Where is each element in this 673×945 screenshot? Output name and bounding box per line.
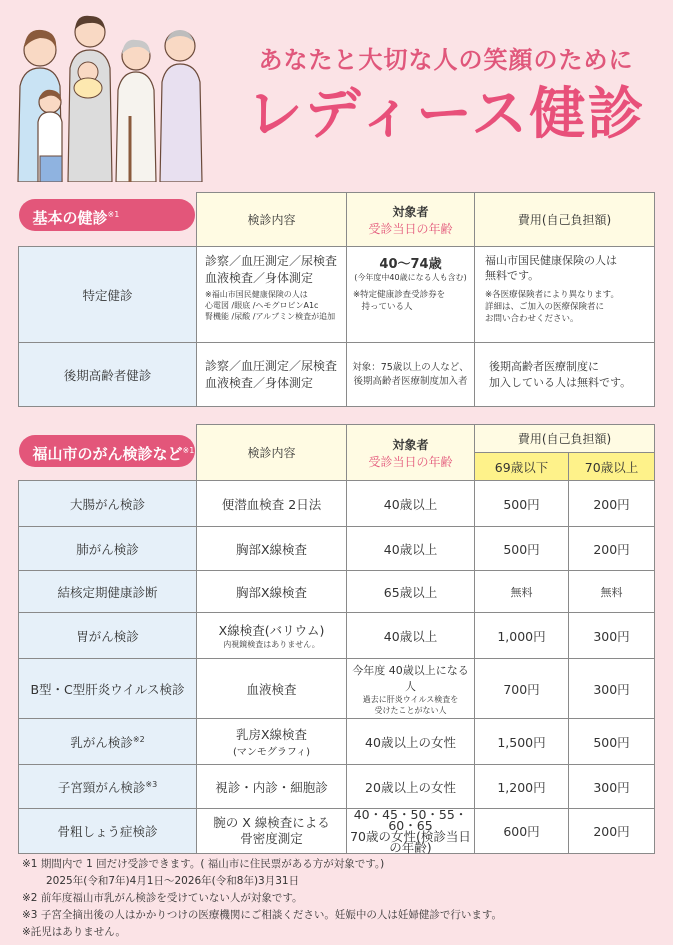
row-content: 便潜血検査 2日法 (197, 481, 347, 527)
row-name: 胃がん検診 (19, 613, 197, 659)
row-name: 大腸がん検診 (19, 481, 197, 527)
cancer-section-cell (19, 425, 197, 481)
row-fee-69: 600円 (475, 809, 569, 854)
row-target: 40歳以上の女性 (347, 719, 475, 765)
row-content: 診察／血圧測定／尿検査 血液検査／身体測定 (197, 343, 347, 407)
row-name: 特定健診 (19, 247, 197, 343)
family-illustration (10, 6, 210, 182)
basic-col-fee: 費用(自己負担額) (475, 193, 655, 247)
row-content: X線検査(バリウム) 内視鏡検査はありません。 (197, 613, 347, 659)
cancer-col-target: 対象者 受診当日の年齢 (347, 425, 475, 481)
row-fee-70: 300円 (569, 613, 655, 659)
row-content: 胸部X線検査 (197, 527, 347, 571)
row-fee-70: 200円 (569, 809, 655, 854)
row-content: 胸部X線検査 (197, 571, 347, 613)
basic-table-header-row (19, 193, 655, 247)
row-name: 骨粗しょう症検診 (19, 809, 197, 854)
row-fee: 後期高齢者医療制度に 加入している人は無料です。 (475, 343, 655, 407)
cancer-table-header-row (19, 425, 655, 453)
row-fee-70: 300円 (569, 659, 655, 719)
basic-section-pill: 基本の健診$^{※1}$ (19, 199, 195, 231)
row-target: 40歳以上 (347, 527, 475, 571)
row-fee-70: 300円 (569, 765, 655, 809)
row-name: 結核定期健康診断 (19, 571, 197, 613)
row-content: 視診・内診・細胞診 (197, 765, 347, 809)
row-target: 65歳以上 (347, 571, 475, 613)
row-fee-69: 500円 (475, 481, 569, 527)
subtitle: あなたと大切な人の笑顔のために (258, 46, 634, 74)
grandfather-figure (160, 30, 202, 182)
cancer-checkup-table (18, 424, 655, 854)
cancer-col-content: 検診内容 (197, 425, 347, 481)
row-name: 後期高齢者健診 (19, 343, 197, 407)
page-title: レディース健診 (246, 82, 646, 147)
row-target: 今年度 40歳以上になる人 過去に肝炎ウイルス検査を 受けたことがない人 (347, 659, 475, 719)
row-content: 乳房X線検査 (マンモグラフィ) (197, 719, 347, 765)
row-fee-69: 1,200円 (475, 765, 569, 809)
row-content: 血液検査 (197, 659, 347, 719)
row-target: 20歳以上の女性 (347, 765, 475, 809)
footnote-3: ※3 子宮全摘出後の人はかかりつけの医療機関にご相談ください。妊娠中の人は妊婦健診で行います。 (22, 909, 502, 921)
row-name: B型・C型肝炎ウイルス検診 (19, 659, 197, 719)
table-row (19, 571, 655, 613)
footnote-2: ※2 前年度福山市乳がん検診を受けていない人が対象です。 (22, 892, 303, 904)
table-row (19, 613, 655, 659)
footnote-4: ※託児はありません。 (22, 926, 126, 938)
table-row (19, 527, 655, 571)
table-row (19, 765, 655, 809)
row-content: 診察／血圧測定／尿検査 血液検査／身体測定 ※福山市国民健康保険の人は 心電図 /眼底 /ヘモグロビンA1c 腎機能 /尿酸 /アルブミン検査が追加 (197, 247, 347, 343)
cancer-col-fee: 費用(自己負担額) (475, 425, 655, 453)
row-fee-69: 500円 (475, 527, 569, 571)
row-fee-70: 200円 (569, 527, 655, 571)
row-target: 対象：75歳以上の人など、 後期高齢者医療制度加入者 (347, 343, 475, 407)
row-target: 40～74歳 (今年度中40歳になる人も含む) ※特定健康診査受診券を 持っている人 (347, 247, 475, 343)
row-fee: 福山市国民健康保険の人は 無料です。 ※各医療保険者により異なります。 詳細は、ご加入の医療保険者に お問い合わせください。 (475, 247, 655, 343)
header (0, 0, 673, 180)
row-fee-70: 200円 (569, 481, 655, 527)
fee-col-70: 70歳以上 (569, 453, 655, 481)
table-row (19, 343, 655, 407)
basic-section-cell (19, 193, 197, 247)
row-name: 子宮頸がん検診$^{※3}$ (19, 765, 197, 809)
child-figure (38, 90, 62, 182)
fee-col-69: 69歳以下 (475, 453, 569, 481)
row-target: 40歳以上 (347, 481, 475, 527)
basic-col-content: 検診内容 (197, 193, 347, 247)
cancer-section-pill: 福山市のがん検診など$^{※1}$ (19, 435, 195, 467)
table-row (19, 809, 655, 854)
row-target: 40・45・50・55・60・65 70歳の女性(検診当日の年齢) (347, 809, 475, 854)
footnote-1: ※1 期間内で 1 回だけ受診できます。( 福山市に住民票がある方が対象です。) (22, 858, 385, 870)
man-figure (68, 16, 112, 182)
basic-col-target: 対象者 受診当日の年齢 (347, 193, 475, 247)
footnotes (22, 856, 662, 941)
row-fee-69: 無料 (475, 571, 569, 613)
row-name: 乳がん検診$^{※2}$ (19, 719, 197, 765)
row-fee-69: 700円 (475, 659, 569, 719)
row-fee-69: 1,500円 (475, 719, 569, 765)
row-fee-70: 無料 (569, 571, 655, 613)
table-row (19, 481, 655, 527)
grandmother-figure (116, 40, 156, 182)
row-fee-70: 500円 (569, 719, 655, 765)
table-row (19, 247, 655, 343)
footnote-1-period: 2025年(令和7年)4月1日～2026年(令和8年)3月31日 (46, 875, 300, 887)
row-content: 腕の X 線検査による 骨密度測定 (197, 809, 347, 854)
row-name: 肺がん検診 (19, 527, 197, 571)
basic-checkup-table (18, 192, 655, 407)
row-fee-69: 1,000円 (475, 613, 569, 659)
row-target: 40歳以上 (347, 613, 475, 659)
table-row (19, 659, 655, 719)
table-row (19, 719, 655, 765)
